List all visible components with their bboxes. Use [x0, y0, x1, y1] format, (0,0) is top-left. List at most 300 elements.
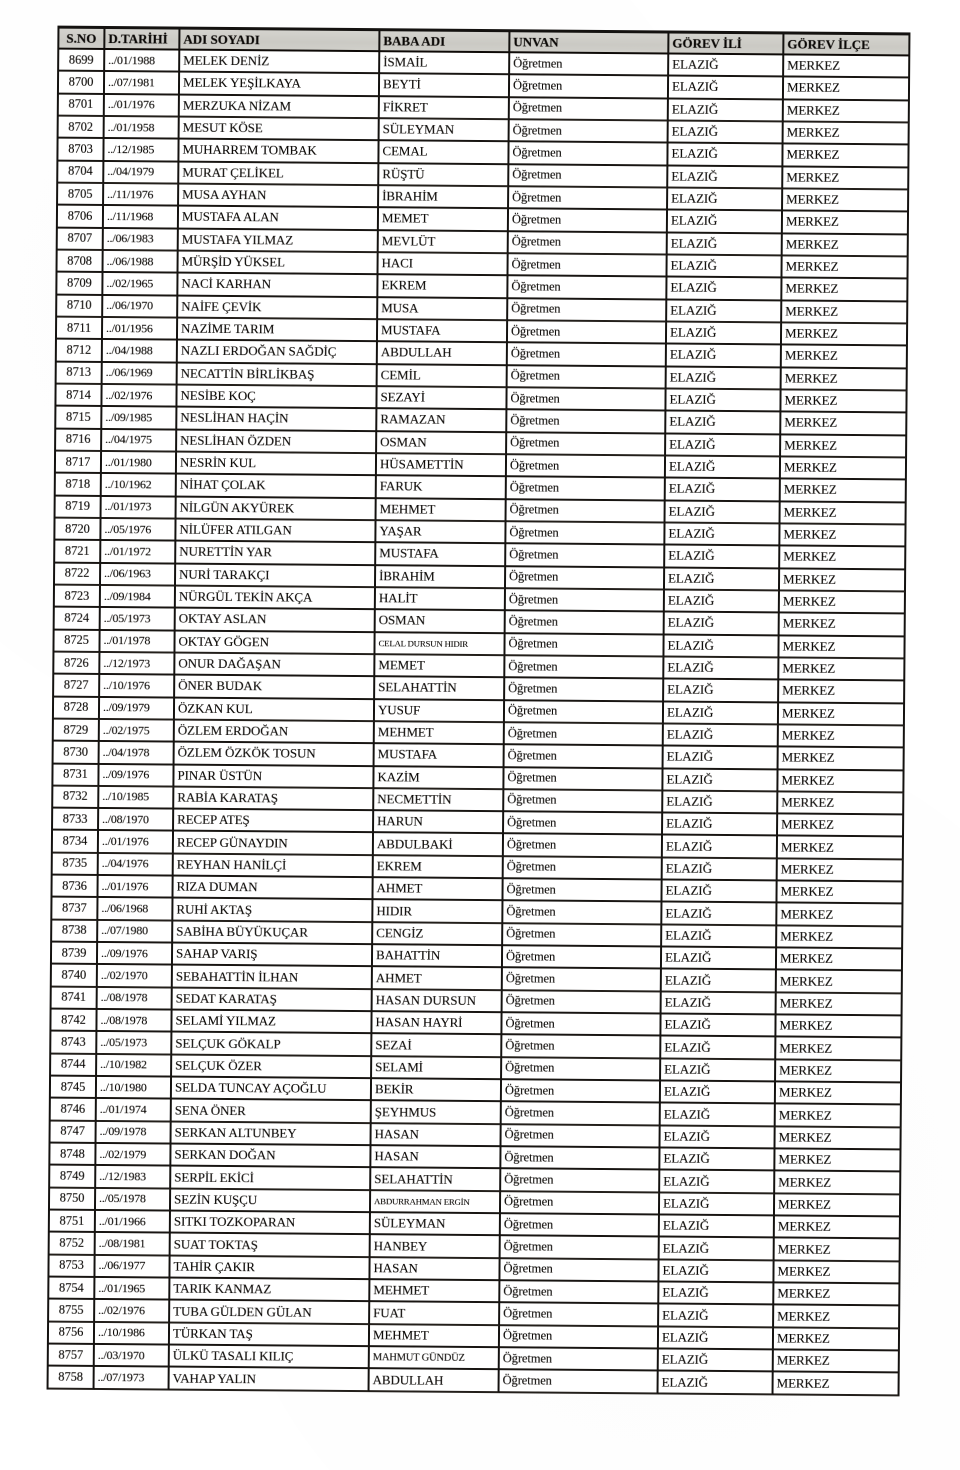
cell-district: MERKEZ: [782, 256, 908, 279]
cell-province: ELAZIĞ: [659, 1350, 774, 1373]
cell-district: MERKEZ: [779, 725, 905, 748]
cell-province: ELAZIĞ: [661, 1104, 776, 1127]
column-header-father: BABA ADI: [380, 31, 510, 53]
cell-title: Öğretmen: [502, 1058, 661, 1082]
cell-title: Öğretmen: [508, 321, 667, 345]
cell-birthdate: ../06/1968: [98, 898, 173, 921]
cell-father-name: SÜLEYMAN: [371, 1213, 501, 1236]
cell-province: ELAZIĞ: [665, 613, 780, 636]
cell-birthdate: ../07/1981: [105, 72, 180, 95]
cell-province: ELAZIĞ: [660, 1193, 775, 1216]
cell-title: Öğretmen: [500, 1304, 659, 1328]
cell-district: MERKEZ: [774, 1328, 900, 1351]
cell-title: Öğretmen: [500, 1371, 659, 1395]
cell-name: NİLGÜN AKYÜREK: [177, 497, 377, 521]
cell-province: ELAZIĞ: [668, 188, 783, 211]
cell-birthdate: ../04/1988: [103, 340, 178, 363]
cell-district: MERKEZ: [779, 636, 905, 659]
cell-father-name: MUSA: [378, 298, 508, 321]
cell-birthdate: ../07/1980: [98, 921, 173, 944]
cell-province: ELAZIĞ: [668, 211, 783, 234]
cell-name: PINAR ÜSTÜN: [174, 765, 374, 789]
cell-title: Öğretmen: [509, 143, 668, 167]
cell-father-name: ABDULBAKİ: [374, 834, 504, 857]
cell-father-name: CEMAL: [379, 141, 509, 164]
personnel-table: [47, 26, 911, 1396]
cell-province: ELAZIĞ: [660, 1238, 775, 1261]
cell-title: Öğretmen: [503, 946, 662, 970]
cell-district: MERKEZ: [780, 591, 906, 614]
cell-father-name: SELAMİ: [372, 1057, 502, 1080]
cell-name: NACİ KARHAN: [178, 274, 378, 298]
cell-province: ELAZIĞ: [663, 814, 778, 837]
cell-name: NESİBE KOÇ: [177, 385, 377, 409]
cell-district: MERKEZ: [779, 658, 905, 681]
cell-name: NECATTİN BİRLİKBAŞ: [178, 363, 378, 387]
cell-sno: 8754: [49, 1278, 95, 1301]
cell-name: NÜRGÜL TEKİN AKÇA: [176, 586, 376, 610]
cell-name: MELEK DENİZ: [180, 51, 380, 75]
cell-district: MERKEZ: [774, 1350, 900, 1373]
cell-birthdate: ../09/1979: [100, 697, 175, 720]
cell-district: MERKEZ: [777, 926, 903, 949]
cell-district: MERKEZ: [783, 189, 909, 212]
cell-name: NİLÜFER ATILGAN: [176, 519, 376, 543]
cell-district: MERKEZ: [783, 145, 909, 168]
cell-title: Öğretmen: [500, 1326, 659, 1350]
cell-father-name: MAHMUT GÜNDÜZ: [370, 1347, 500, 1370]
cell-sno: 8707: [58, 228, 104, 251]
cell-district: MERKEZ: [777, 971, 903, 994]
cell-province: ELAZIĞ: [667, 278, 782, 301]
cell-father-name: RAMAZAN: [377, 409, 507, 432]
cell-district: MERKEZ: [780, 524, 906, 547]
column-header-title: UNVAN: [510, 32, 669, 54]
cell-title: Öğretmen: [502, 1080, 661, 1104]
cell-district: MERKEZ: [782, 323, 908, 346]
cell-district: MERKEZ: [779, 681, 905, 704]
cell-district: MERKEZ: [784, 55, 910, 78]
cell-district: MERKEZ: [780, 547, 906, 570]
cell-birthdate: ../01/1956: [103, 318, 178, 341]
cell-title: Öğretmen: [504, 835, 663, 859]
cell-birthdate: ../01/1972: [101, 541, 176, 564]
cell-sno: 8732: [53, 786, 99, 809]
cell-name: SITKI TOZKOPARAN: [171, 1212, 371, 1236]
cell-father-name: İBRAHİM: [376, 566, 506, 589]
scanned-table-region: [47, 26, 911, 1396]
cell-name: NURETTİN YAR: [176, 542, 376, 566]
cell-name: TAHİR ÇAKIR: [170, 1256, 370, 1280]
cell-sno: 8714: [56, 385, 102, 408]
cell-title: Öğretmen: [500, 1281, 659, 1305]
cell-name: NESRİN KUL: [177, 452, 377, 476]
cell-name: NAZİME TARIM: [178, 319, 378, 343]
column-header-birthdate: D.TARİHİ: [105, 29, 180, 51]
cell-sno: 8738: [52, 920, 98, 943]
cell-province: ELAZIĞ: [659, 1260, 774, 1283]
cell-father-name: FUAT: [370, 1303, 500, 1326]
cell-district: MERKEZ: [783, 212, 909, 235]
cell-birthdate: ../01/1973: [102, 497, 177, 520]
table-rows: [49, 50, 911, 1396]
cell-sno: 8708: [58, 251, 104, 274]
cell-district: MERKEZ: [778, 837, 904, 860]
cell-sno: 8702: [59, 117, 105, 140]
cell-district: MERKEZ: [775, 1239, 901, 1262]
cell-name: RECEP GÜNAYDIN: [174, 832, 374, 856]
cell-sno: 8740: [52, 965, 98, 988]
cell-province: ELAZIĞ: [668, 144, 783, 167]
cell-name: REYHAN HANİLÇİ: [174, 854, 374, 878]
cell-title: Öğretmen: [507, 433, 666, 457]
cell-sno: 8750: [50, 1188, 96, 1211]
cell-district: MERKEZ: [780, 569, 906, 592]
cell-name: TÜRKAN TAŞ: [170, 1323, 370, 1347]
cell-district: MERKEZ: [779, 748, 905, 771]
cell-title: Öğretmen: [502, 1013, 661, 1037]
cell-birthdate: ../04/1979: [104, 162, 179, 185]
cell-sno: 8715: [56, 407, 102, 430]
cell-name: RABİA KARATAŞ: [174, 787, 374, 811]
cell-sno: 8700: [59, 72, 105, 95]
cell-sno: 8723: [55, 585, 101, 608]
cell-name: SABİHA BÜYÜKUÇAR: [173, 921, 373, 945]
cell-sno: 8726: [54, 652, 100, 675]
cell-birthdate: ../12/1983: [96, 1166, 171, 1189]
cell-title: Öğretmen: [506, 589, 665, 613]
cell-birthdate: ../05/1978: [96, 1189, 171, 1212]
cell-sno: 8727: [54, 675, 100, 698]
cell-title: Öğretmen: [506, 522, 665, 546]
cell-province: ELAZIĞ: [661, 1059, 776, 1082]
cell-birthdate: ../02/1975: [100, 720, 175, 743]
cell-title: Öğretmen: [500, 1348, 659, 1372]
cell-district: MERKEZ: [781, 413, 907, 436]
cell-district: MERKEZ: [774, 1373, 900, 1396]
cell-province: ELAZIĞ: [665, 568, 780, 591]
cell-district: MERKEZ: [776, 1038, 902, 1061]
cell-father-name: MEHMET: [370, 1325, 500, 1348]
cell-birthdate: ../10/1980: [97, 1077, 172, 1100]
cell-name: ÖZLEM ÖZKÖK TOSUN: [175, 743, 375, 767]
cell-sno: 8716: [56, 429, 102, 452]
cell-province: ELAZIĞ: [665, 546, 780, 569]
cell-name: SENA ÖNER: [172, 1100, 372, 1124]
cell-title: Öğretmen: [509, 210, 668, 234]
cell-province: ELAZIĞ: [661, 1082, 776, 1105]
cell-father-name: HANBEY: [371, 1236, 501, 1259]
cell-title: Öğretmen: [505, 678, 664, 702]
cell-title: Öğretmen: [503, 879, 662, 903]
cell-title: Öğretmen: [505, 723, 664, 747]
cell-province: ELAZIĞ: [660, 1216, 775, 1239]
cell-sno: 8718: [56, 474, 102, 497]
cell-province: ELAZIĞ: [664, 657, 779, 680]
cell-father-name: SEZAYİ: [377, 387, 507, 410]
cell-father-name: HASAN: [371, 1146, 501, 1169]
cell-name: ÖZLEM ERDOĞAN: [175, 720, 375, 744]
column-header-sno: S.NO: [59, 29, 105, 50]
cell-father-name: HARUN: [374, 811, 504, 834]
cell-father-name: ABDULLAH: [378, 342, 508, 365]
cell-father-name: KAZİM: [374, 767, 504, 790]
cell-sno: 8722: [55, 563, 101, 586]
cell-name: MUSTAFA YILMAZ: [179, 229, 379, 253]
cell-father-name: MEMET: [375, 655, 505, 678]
cell-father-name: HIDIR: [373, 901, 503, 924]
cell-birthdate: ../01/1976: [98, 876, 173, 899]
cell-name: NESLİHAN HAÇİN: [177, 408, 377, 432]
cell-province: ELAZIĞ: [667, 300, 782, 323]
cell-district: MERKEZ: [781, 502, 907, 525]
cell-father-name: MUSTAFA: [376, 543, 506, 566]
cell-district: MERKEZ: [782, 301, 908, 324]
cell-name: OKTAY ASLAN: [176, 609, 376, 633]
cell-father-name: HÜSAMETTİN: [377, 454, 507, 477]
cell-district: MERKEZ: [781, 457, 907, 480]
cell-name: ÖZKAN KUL: [175, 698, 375, 722]
cell-name: SUAT TOKTAŞ: [171, 1234, 371, 1258]
cell-province: ELAZIĞ: [663, 791, 778, 814]
cell-birthdate: ../12/1973: [100, 653, 175, 676]
cell-sno: 8737: [52, 898, 98, 921]
cell-title: Öğretmen: [508, 366, 667, 390]
cell-father-name: MEHMET: [375, 722, 505, 745]
cell-district: MERKEZ: [778, 815, 904, 838]
cell-district: MERKEZ: [778, 770, 904, 793]
cell-birthdate: ../01/1976: [99, 831, 174, 854]
cell-province: ELAZIĞ: [665, 590, 780, 613]
cell-birthdate: ../04/1976: [99, 854, 174, 877]
cell-birthdate: ../06/1983: [104, 229, 179, 252]
cell-name: SEBAHATTİN İLHAN: [173, 966, 373, 990]
cell-title: Öğretmen: [505, 745, 664, 769]
cell-father-name: HASAN: [370, 1258, 500, 1281]
cell-district: MERKEZ: [784, 78, 910, 101]
cell-sno: 8720: [55, 518, 101, 541]
cell-father-name: HACI: [378, 253, 508, 276]
cell-name: SELÇUK GÖKALP: [172, 1033, 372, 1057]
cell-title: Öğretmen: [508, 299, 667, 323]
cell-father-name: CEMİL: [378, 365, 508, 388]
cell-father-name: SÜLEYMAN: [380, 119, 510, 142]
cell-name: NAZLI ERDOĞAN SAĞDİÇ: [178, 341, 378, 365]
cell-father-name: HASAN DURSUN: [373, 990, 503, 1013]
cell-birthdate: ../08/1970: [99, 809, 174, 832]
cell-father-name: BEYTİ: [380, 75, 510, 98]
cell-father-name: EKREM: [378, 275, 508, 298]
cell-sno: 8724: [55, 608, 101, 631]
cell-district: MERKEZ: [775, 1216, 901, 1239]
cell-province: ELAZIĞ: [661, 1037, 776, 1060]
cell-title: Öğretmen: [503, 991, 662, 1015]
cell-father-name: EKREM: [374, 856, 504, 879]
cell-birthdate: ../02/1979: [96, 1144, 171, 1167]
cell-province: ELAZIĞ: [663, 836, 778, 859]
cell-birthdate: ../01/1988: [105, 50, 180, 73]
cell-province: ELAZIĞ: [659, 1372, 774, 1395]
cell-title: Öğretmen: [501, 1170, 660, 1194]
cell-birthdate: ../03/1970: [95, 1345, 170, 1368]
cell-sno: 8721: [55, 541, 101, 564]
cell-sno: 8744: [51, 1054, 97, 1077]
cell-name: SEZİN KUŞÇU: [171, 1189, 371, 1213]
cell-father-name: MUSTAFA: [375, 744, 505, 767]
cell-sno: 8741: [52, 987, 98, 1010]
cell-district: MERKEZ: [778, 859, 904, 882]
cell-district: MERKEZ: [779, 703, 905, 726]
cell-sno: 8706: [58, 206, 104, 229]
cell-birthdate: ../10/1985: [99, 787, 174, 810]
cell-province: ELAZIĞ: [667, 367, 782, 390]
cell-name: NAİFE ÇEVİK: [178, 296, 378, 320]
cell-province: ELAZIĞ: [668, 166, 783, 189]
cell-father-name: CELAL DURSUN HIDIR: [375, 633, 505, 656]
cell-title: Öğretmen: [507, 455, 666, 479]
column-header-province: GÖREV İLİ: [669, 34, 784, 56]
cell-name: ÜLKÜ TASALI KILIÇ: [170, 1346, 370, 1370]
cell-title: Öğretmen: [503, 924, 662, 948]
cell-birthdate: ../10/1986: [95, 1323, 170, 1346]
cell-title: Öğretmen: [506, 567, 665, 591]
cell-sno: 8705: [58, 184, 104, 207]
cell-district: MERKEZ: [783, 167, 909, 190]
cell-province: ELAZIĞ: [659, 1305, 774, 1328]
cell-title: Öğretmen: [508, 343, 667, 367]
cell-birthdate: ../02/1970: [98, 965, 173, 988]
cell-name: TARIK KANMAZ: [170, 1279, 370, 1303]
cell-name: MURAT ÇELİKEL: [179, 162, 379, 186]
cell-province: ELAZIĞ: [666, 434, 781, 457]
cell-district: MERKEZ: [782, 279, 908, 302]
cell-title: Öğretmen: [501, 1214, 660, 1238]
cell-title: Öğretmen: [501, 1237, 660, 1261]
cell-birthdate: ../06/1969: [103, 363, 178, 386]
cell-title: Öğretmen: [507, 388, 666, 412]
cell-title: Öğretmen: [504, 790, 663, 814]
cell-sno: 8703: [58, 139, 104, 162]
cell-birthdate: ../06/1970: [103, 296, 178, 319]
cell-title: Öğretmen: [504, 812, 663, 836]
cell-name: ONUR DAĞAŞAN: [175, 653, 375, 677]
cell-title: Öğretmen: [510, 76, 669, 100]
cell-district: MERKEZ: [784, 122, 910, 145]
cell-title: Öğretmen: [508, 254, 667, 278]
cell-province: ELAZIĞ: [669, 121, 784, 144]
cell-title: Öğretmen: [503, 902, 662, 926]
cell-father-name: SELAHATTİN: [375, 677, 505, 700]
cell-birthdate: ../05/1973: [97, 1032, 172, 1055]
cell-title: Öğretmen: [510, 98, 669, 122]
cell-title: Öğretmen: [500, 1259, 659, 1283]
cell-name: SERPİL EKİCİ: [171, 1167, 371, 1191]
cell-district: MERKEZ: [774, 1261, 900, 1284]
cell-father-name: MEMET: [379, 208, 509, 231]
cell-birthdate: ../12/1985: [104, 139, 179, 162]
cell-title: Öğretmen: [506, 611, 665, 635]
cell-name: MUSTAFA ALAN: [179, 207, 379, 231]
cell-title: Öğretmen: [501, 1125, 660, 1149]
cell-district: MERKEZ: [778, 792, 904, 815]
cell-sno: 8725: [54, 630, 100, 653]
cell-district: MERKEZ: [784, 100, 910, 123]
cell-name: SERKAN DOĞAN: [171, 1145, 371, 1169]
cell-birthdate: ../06/1977: [95, 1256, 170, 1279]
cell-birthdate: ../11/1976: [104, 184, 179, 207]
cell-province: ELAZIĞ: [667, 255, 782, 278]
cell-district: MERKEZ: [781, 435, 907, 458]
cell-birthdate: ../08/1978: [98, 988, 173, 1011]
cell-name: SELAMİ YILMAZ: [172, 1011, 372, 1035]
cell-name: SELDA TUNCAY AÇOĞLU: [172, 1078, 372, 1102]
cell-sno: 8753: [49, 1255, 95, 1278]
cell-province: ELAZIĞ: [663, 769, 778, 792]
cell-district: MERKEZ: [775, 1149, 901, 1172]
cell-father-name: FARUK: [377, 476, 507, 499]
cell-province: ELAZIĞ: [664, 702, 779, 725]
cell-father-name: ŞEYHMUS: [372, 1102, 502, 1125]
cell-sno: 8752: [50, 1233, 96, 1256]
cell-title: Öğretmen: [504, 857, 663, 881]
cell-name: SAHAP VARIŞ: [173, 944, 373, 968]
cell-sno: 8734: [53, 831, 99, 854]
cell-name: MELEK YEŞİLKAYA: [180, 73, 380, 97]
cell-father-name: MUSTAFA: [378, 320, 508, 343]
cell-province: ELAZIĞ: [665, 523, 780, 546]
cell-sno: 8735: [53, 853, 99, 876]
cell-birthdate: ../01/1974: [97, 1099, 172, 1122]
cell-name: OKTAY GÖGEN: [175, 631, 375, 655]
cell-sno: 8736: [52, 876, 98, 899]
cell-title: Öğretmen: [510, 53, 669, 77]
cell-title: Öğretmen: [506, 544, 665, 568]
cell-province: ELAZIĞ: [659, 1327, 774, 1350]
cell-father-name: CENGİZ: [373, 923, 503, 946]
cell-title: Öğretmen: [510, 120, 669, 144]
cell-district: MERKEZ: [783, 234, 909, 257]
cell-birthdate: ../01/1980: [102, 452, 177, 475]
cell-title: Öğretmen: [505, 656, 664, 680]
cell-birthdate: ../09/1976: [98, 943, 173, 966]
cell-province: ELAZIĞ: [662, 925, 777, 948]
cell-district: MERKEZ: [776, 1060, 902, 1083]
cell-name: MESUT KÖSE: [180, 118, 380, 142]
cell-name: RUHİ AKTAŞ: [173, 899, 373, 923]
cell-province: ELAZIĞ: [662, 992, 777, 1015]
cell-province: ELAZIĞ: [669, 99, 784, 122]
column-header-name: ADI SOYADI: [180, 30, 380, 53]
cell-sno: 8748: [50, 1144, 96, 1167]
cell-province: ELAZIĞ: [666, 412, 781, 435]
cell-birthdate: ../01/1978: [100, 630, 175, 653]
cell-father-name: YUSUF: [375, 700, 505, 723]
cell-birthdate: ../09/1984: [101, 586, 176, 609]
cell-name: RECEP ATEŞ: [174, 810, 374, 834]
cell-title: Öğretmen: [507, 477, 666, 501]
cell-father-name: HASAN: [372, 1124, 502, 1147]
cell-district: MERKEZ: [781, 480, 907, 503]
column-header-district: GÖREV İLÇE: [784, 34, 910, 56]
cell-province: ELAZIĞ: [664, 747, 779, 770]
cell-birthdate: ../07/1973: [95, 1367, 170, 1390]
cell-name: RIZA DUMAN: [173, 877, 373, 901]
cell-title: Öğretmen: [505, 634, 664, 658]
cell-province: ELAZIĞ: [666, 456, 781, 479]
cell-province: ELAZIĞ: [663, 858, 778, 881]
cell-father-name: OSMAN: [377, 432, 507, 455]
cell-sno: 8704: [58, 161, 104, 184]
